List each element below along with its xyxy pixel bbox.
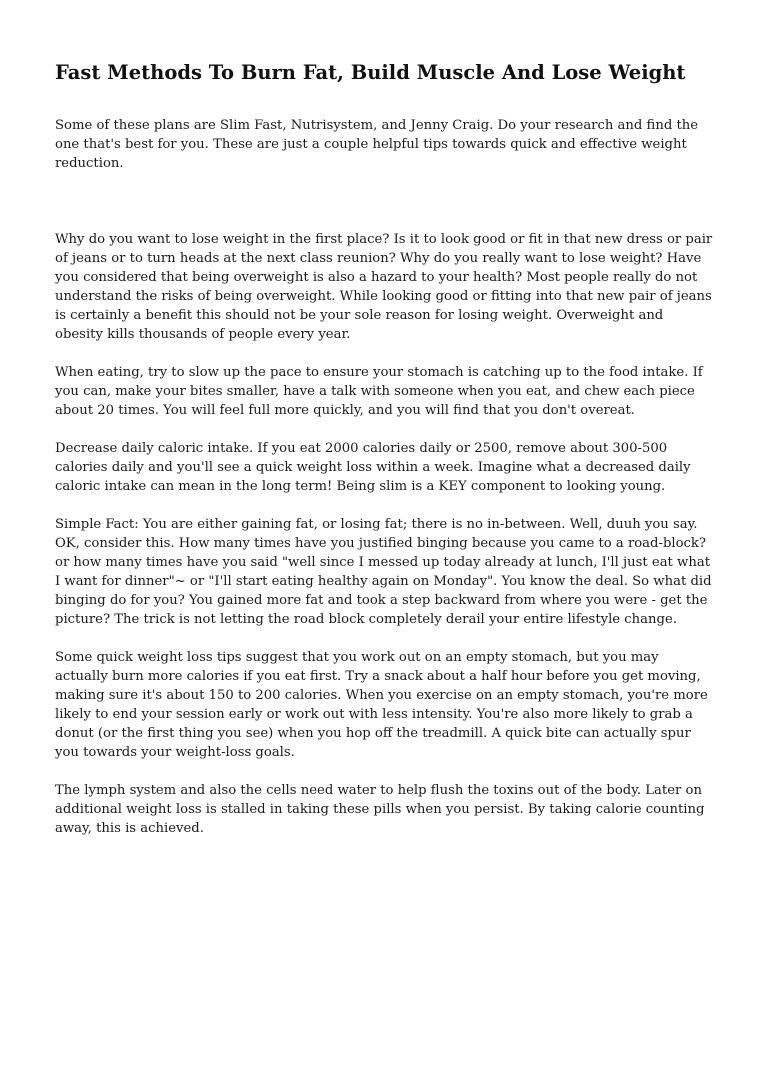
- document-title: Fast Methods To Burn Fat, Build Muscle And Lose Weight: [55, 61, 686, 84]
- paragraph-why-lose-weight: Why do you want to lose weight in the first place? Is it to look good or fit in that new dress or pair of jeans or to turn heads at the next class reunion? Why do you really want to lose weight? Have you considered that being overweight is also a hazard to your health? Most people really do not understand the risks of being overweight. While looking good or fitting into that new pair of jeans is certainly a benefit this should not be your sole reason for losing weight. Overweight and obesity kills thousands of people every year.: [55, 232, 713, 342]
- paragraph-slow-eating: When eating, try to slow up the pace to ensure your stomach is catching up to the food intake. If you can, make your bites smaller, have a talk with someone when you eat, and chew each piece about 20 times. You will feel full more quickly, and you will find that you don't overeat.: [55, 365, 703, 418]
- paragraph-simple-fact: Simple Fact: You are either gaining fat, or losing fat; there is no in-between. Well, duuh you say. OK, consider this. How many times have you justified binging because you came to a road-block? or how many times have you said "well since I messed up today already at lunch, I'll just eat what I want for dinner"~ or "I'll start eating healthy again on Monday". You know the deal. So what did binging do for you? You gained more fat and took a step backward from where you were - get the picture? The trick is not letting the road block completely derail your entire lifestyle change.: [55, 517, 712, 627]
- paragraph-lymph-system: The lymph system and also the cells need water to help flush the toxins out of the body. Later on additional weight loss is stalled in taking these pills when you persist. By taking calorie counting away, this is achieved.: [55, 783, 705, 836]
- paragraph-workout-tips: Some quick weight loss tips suggest that you work out on an empty stomach, but you may actually burn more calories if you eat first. Try a snack about a half hour before you get moving, making sure it's about 150 to 200 calories. When you exercise on an empty stomach, you're more likely to end your session early or work out with less intensity. You're also more likely to grab a donut (or the first thing you see) when you hop off the treadmill. A quick bite can actually spur you towards your weight-loss goals.: [55, 650, 708, 760]
- paragraph-intro: Some of these plans are Slim Fast, Nutrisystem, and Jenny Craig. Do your research and find the one that's best for you. These are just a couple helpful tips towards quick and effective weight reduction.: [55, 118, 699, 171]
- paragraph-caloric-intake: Decrease daily caloric intake. If you eat 2000 calories daily or 2500, remove about 300-500 calories daily and you'll see a quick weight loss within a week. Imagine what a decreased daily caloric intake can mean in the long term! Being slim is a KEY component to looking young.: [55, 441, 691, 494]
